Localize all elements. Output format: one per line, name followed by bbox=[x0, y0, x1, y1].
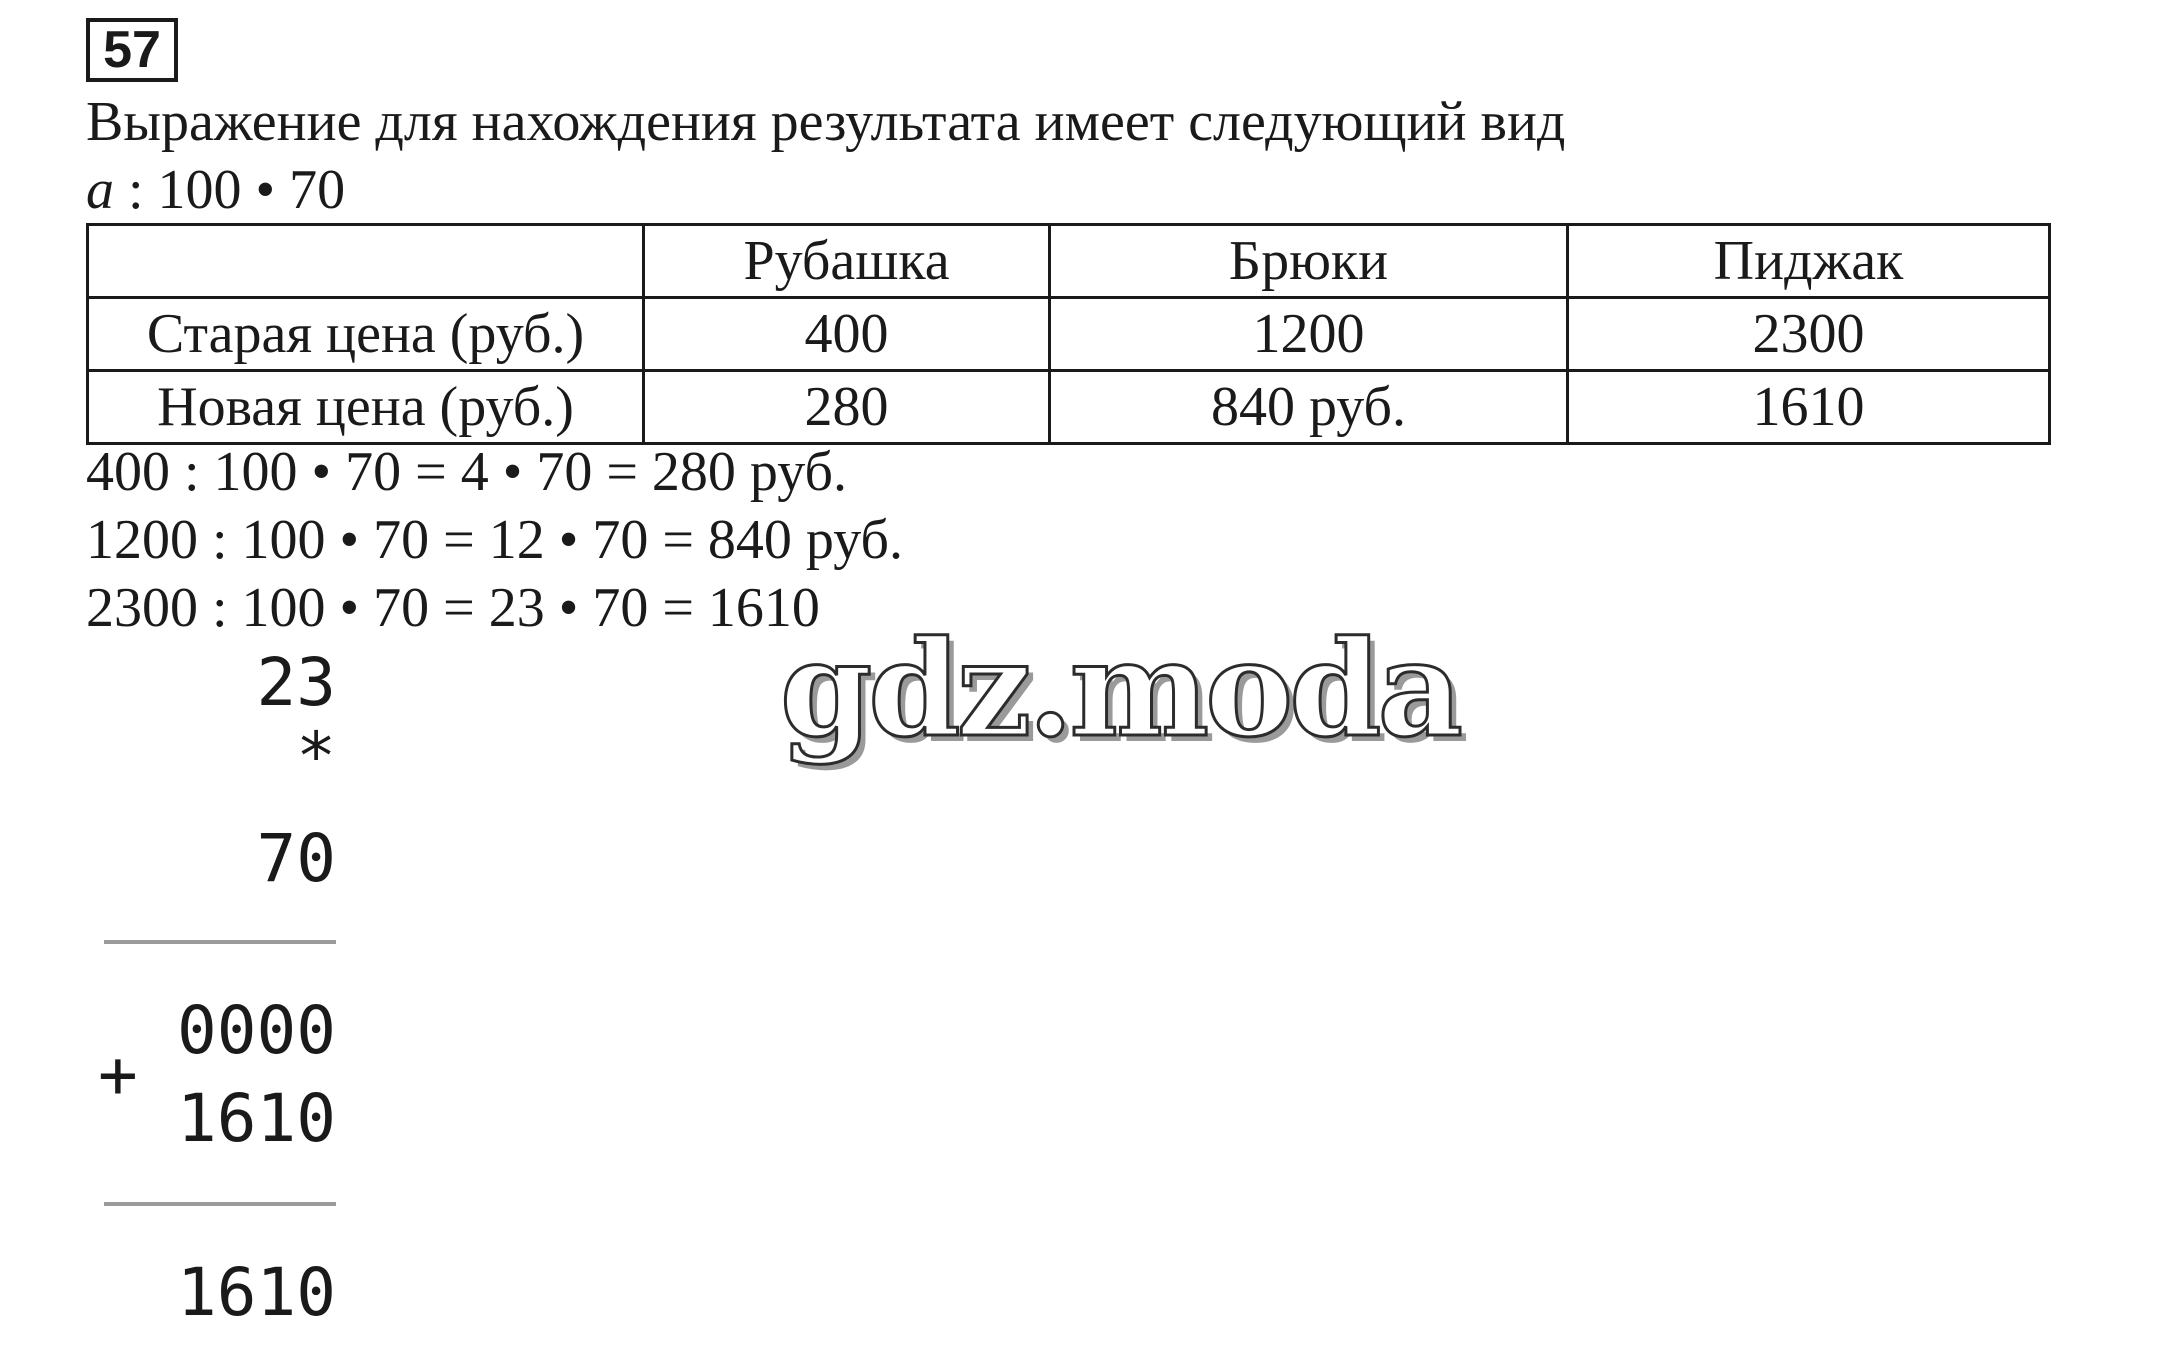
table-cell: 1610 bbox=[1568, 371, 2050, 444]
watermark-logo: gdz.moda bbox=[780, 612, 1460, 767]
table-header-cell bbox=[88, 225, 644, 298]
column-divider bbox=[104, 940, 336, 944]
table-header-cell: Рубашка bbox=[644, 225, 1050, 298]
column-plus-sign: + bbox=[98, 1036, 138, 1113]
column-partial-product: 0000 bbox=[177, 992, 336, 1069]
table-cell: 1200 bbox=[1050, 298, 1568, 371]
table-row bbox=[88, 298, 2050, 371]
problem-number: 57 bbox=[86, 18, 178, 82]
expression bbox=[86, 160, 345, 220]
column-partial-product: 1610 bbox=[177, 1080, 336, 1157]
calculation-line: 2300 : 100 • 70 = 23 • 70 = 1610 bbox=[86, 577, 820, 639]
calculation-line: 400 : 100 • 70 = 4 • 70 = 280 руб. bbox=[86, 441, 847, 503]
calculation-line: 1200 : 100 • 70 = 12 • 70 = 840 руб. bbox=[86, 509, 903, 571]
column-operator: * bbox=[296, 718, 336, 795]
problem-intro-text: Выражение для нахождения результата имеет следующий вид bbox=[86, 91, 1566, 153]
table-cell: Новая цена (руб.) bbox=[88, 371, 644, 444]
column-multiplier: 70 bbox=[256, 820, 336, 897]
table-cell: 280 bbox=[644, 371, 1050, 444]
column-result: 1610 bbox=[177, 1254, 336, 1331]
table-cell: 2300 bbox=[1568, 298, 2050, 371]
expression-variable: a bbox=[86, 159, 114, 221]
table-cell: Старая цена (руб.) bbox=[88, 298, 644, 371]
expression-rest: : 100 • 70 bbox=[114, 159, 346, 221]
table-header-row bbox=[88, 225, 2050, 298]
table-cell: 840 руб. bbox=[1050, 371, 1568, 444]
column-multiplicand: 23 bbox=[256, 644, 336, 721]
price-table bbox=[86, 223, 2051, 445]
table-header-cell: Пиджак bbox=[1568, 225, 2050, 298]
table-row bbox=[88, 371, 2050, 444]
column-divider bbox=[104, 1202, 336, 1206]
table-header-cell: Брюки bbox=[1050, 225, 1568, 298]
table-cell: 400 bbox=[644, 298, 1050, 371]
